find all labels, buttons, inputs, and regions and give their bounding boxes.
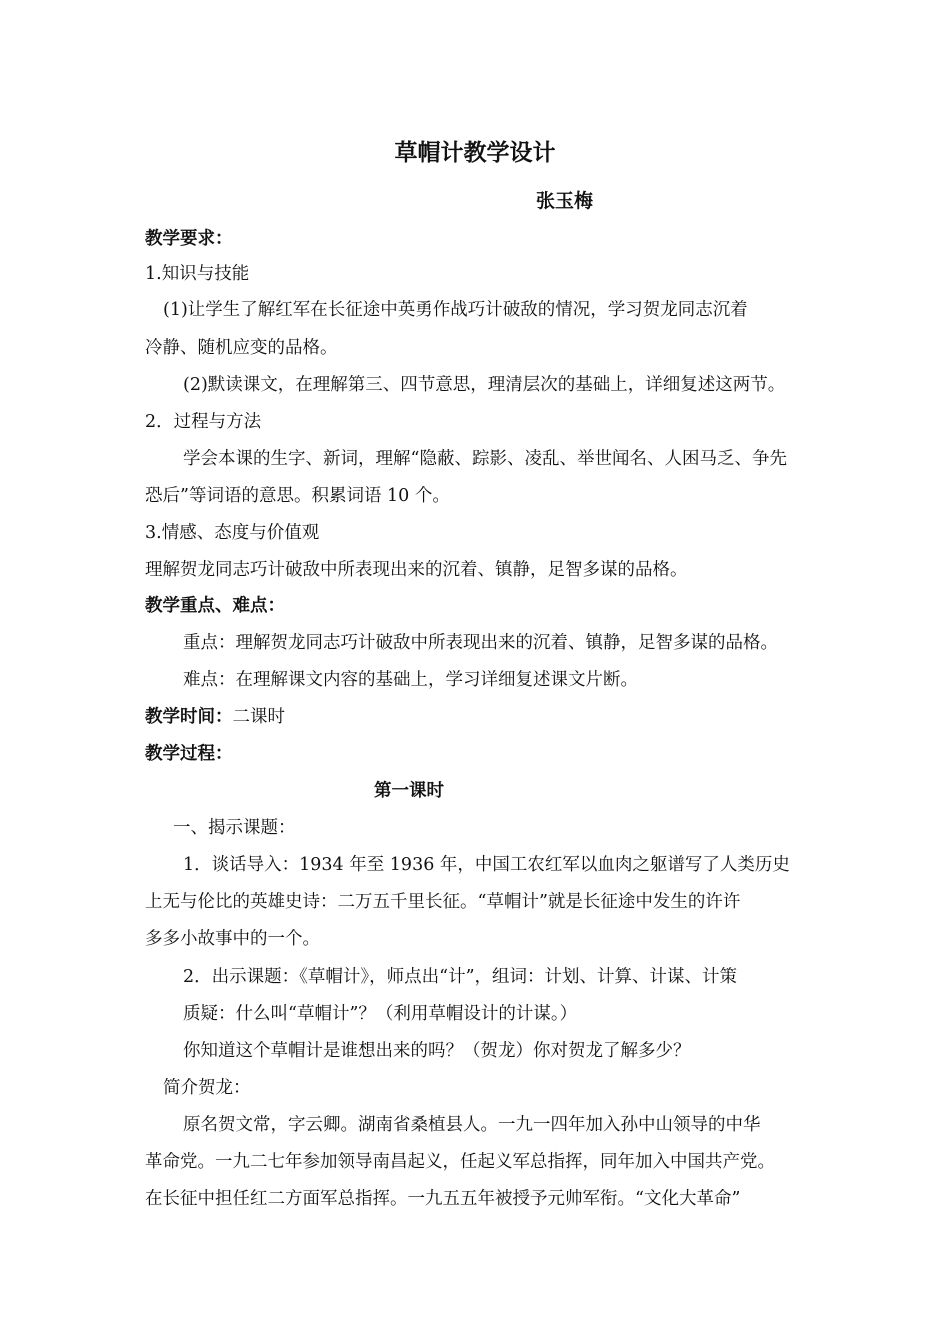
keypoints-heading: 教学重点、难点： — [145, 596, 285, 616]
paragraph-line: 你知道这个草帽计是谁想出来的吗？（贺龙）你对贺龙了解多少？ — [183, 1041, 691, 1061]
lesson-one-heading: 第一课时 — [374, 781, 444, 801]
paragraph-line: 在长征中担任红二方面军总指挥。一九五五年被授予元帅军衔。“文化大革命” — [145, 1189, 741, 1209]
requirements-heading: 教学要求： — [145, 229, 233, 249]
process-heading: 教学过程： — [145, 744, 233, 764]
paragraph-line: 质疑：什么叫“草帽计”？（利用草帽设计的计谋。） — [183, 1004, 578, 1024]
paragraph-line: 2．出示课题：《草帽计》，师点出“计”，组词：计划、计算、计谋、计策 — [183, 967, 738, 987]
teaching-time-value: 二课时 — [232, 707, 285, 727]
paragraph-line: 恐后”等词语的意思。积累词语 10 个。 — [145, 486, 450, 506]
paragraph-line: 上无与伦比的英雄史诗：二万五千里长征。“草帽计”就是长征途中发生的许许 — [145, 892, 741, 912]
process-method-heading: 2．过程与方法 — [145, 412, 262, 432]
paragraph-line: 原名贺文常，字云卿。湖南省桑植县人。一九一四年加入孙中山领导的中华 — [183, 1115, 761, 1135]
paragraph-line: (1)让学生了解红军在长征途中英勇作战巧计破敌的情况，学习贺龙同志沉着 — [163, 300, 748, 320]
paragraph-line: 理解贺龙同志巧计破敌中所表现出来的沉着、镇静，足智多谋的品格。 — [145, 560, 688, 580]
paragraph-line: 重点：理解贺龙同志巧计破敌中所表现出来的沉着、镇静，足智多谋的品格。 — [183, 633, 778, 653]
values-heading: 3.情感、态度与价值观 — [145, 523, 320, 543]
teaching-time-label: 教学时间： — [145, 707, 233, 727]
paragraph-line: 革命党。一九二七年参加领导南昌起义，任起义军总指挥，同年加入中国共产党。 — [145, 1152, 775, 1172]
bio-heading: 简介贺龙： — [163, 1078, 251, 1098]
knowledge-skills-heading: 1.知识与技能 — [145, 264, 250, 284]
paragraph-line: 多多小故事中的一个。 — [145, 929, 320, 949]
paragraph-line: 学会本课的生字、新词，理解“隐蔽、踪影、凌乱、举世闻名、人困马乏、争先 — [183, 449, 787, 469]
teaching-time — [145, 703, 815, 731]
paragraph-line: 冷静、随机应变的品格。 — [145, 338, 338, 358]
document-title: 草帽计教学设计 — [394, 140, 556, 166]
step-one-heading: 一、揭示课题： — [173, 818, 296, 838]
paragraph-line: 难点：在理解课文内容的基础上，学习详细复述课文片断。 — [183, 670, 638, 690]
paragraph-line: (2)默读课文，在理解第三、四节意思，理清层次的基础上，详细复述这两节。 — [183, 375, 786, 395]
document-author: 张玉梅 — [536, 190, 594, 212]
paragraph-line: 1．谈话导入：1934 年至 1936 年，中国工农红军以血肉之躯谱写了人类历史 — [183, 855, 790, 875]
